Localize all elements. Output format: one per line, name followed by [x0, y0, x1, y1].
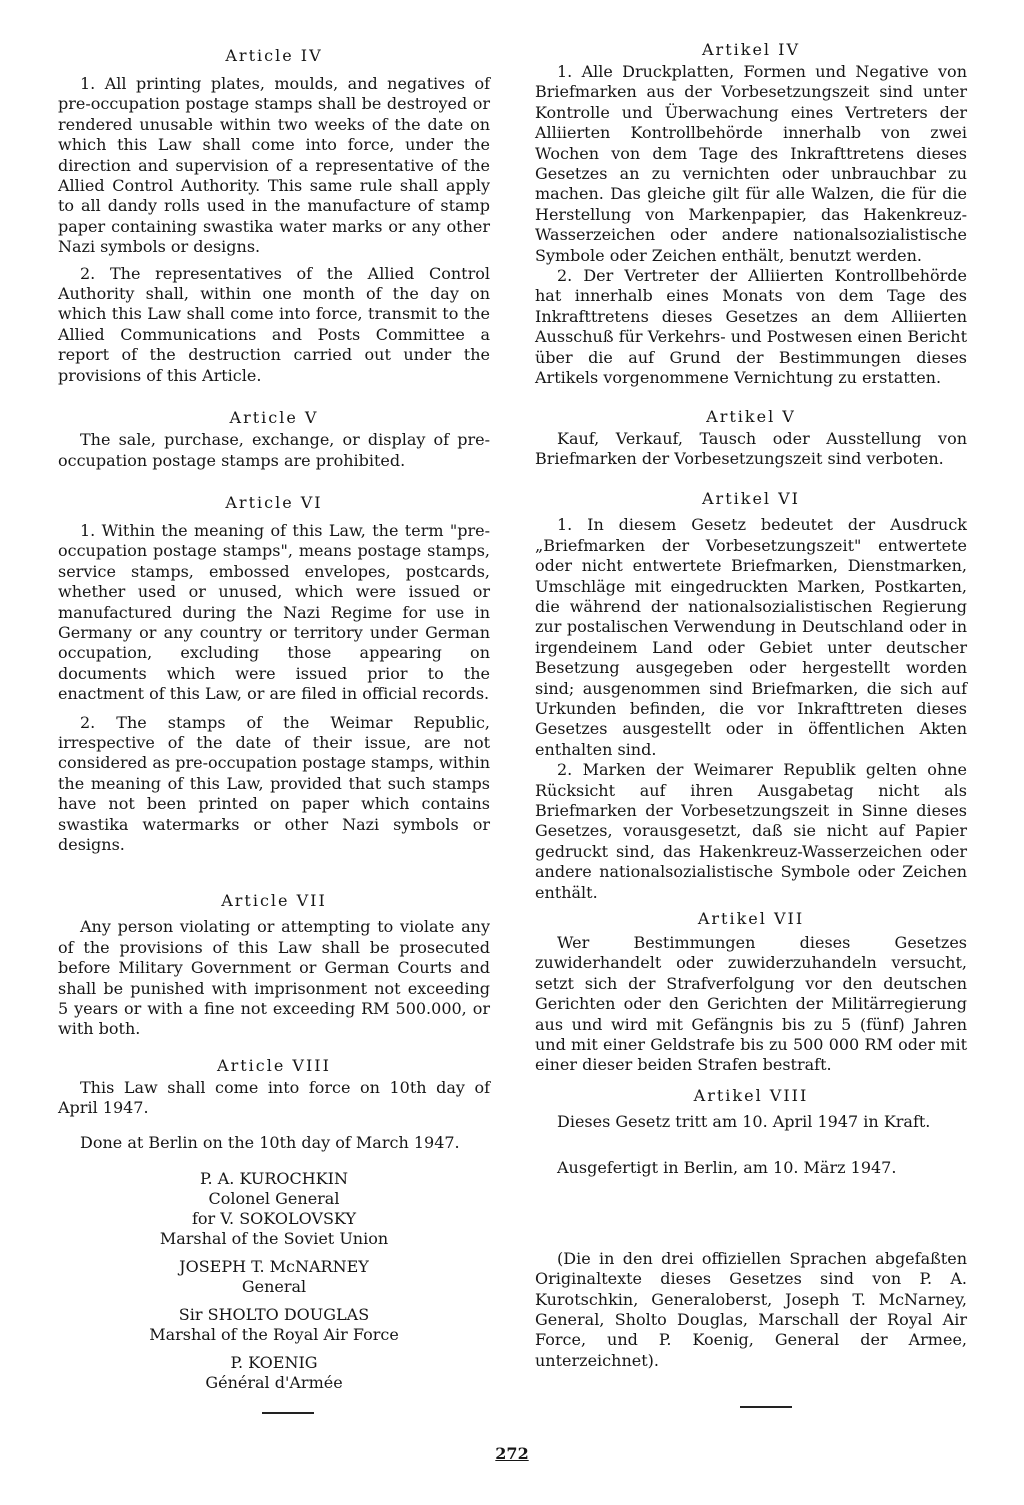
- article-8-heading: Article VIII: [217, 1055, 331, 1075]
- article-6-paragraph-1: 1. Within the meaning of this Law, the term "pre-occupation postage stamps", means postage stamps, service stamps, embossed envelopes, postcards, whether used or unused, which were issued or manufactured during the Nazi Regime for use in Germany or any country or territory under German occupation, excluding those appearing on documents which were issued prior to the enactment of this Law, or are filed in official records.: [58, 520, 490, 704]
- signatory-title: Général d'Armée: [205, 1373, 343, 1393]
- artikel-4-paragraph-1: 1. Alle Druckplatten, Formen und Negative von Briefmarken aus der Vorbesetzungszeit sind unter Kontrolle und Überwachung eines Vertreters der Alliierten Kontrollbehörde innerhalb von zwei Wochen von dem Tage des Inkrafttretens dieses Gesetzes an zu vernichten oder unbrauchbar zu machen. Das gleiche gilt für alle Walzen, die für die Herstellung von Markenpapier, das Hakenkreuz-Wasserzeichen oder andere nationalsozialistische Symbole oder Zeichen enthält, benutzt werden.: [535, 62, 967, 265]
- signatory-title: for V. SOKOLOVSKY: [192, 1209, 356, 1229]
- article-5-heading: Article V: [229, 408, 319, 428]
- signature-block: [58, 1169, 490, 1393]
- artikel-8-paragraph: Dieses Gesetz tritt am 10. April 1947 in Kraft.: [557, 1111, 931, 1131]
- artikel-5-paragraph: Kauf, Verkauf, Tausch oder Ausstellung von Briefmarken der Vorbesetzungszeit sind verboten.: [535, 428, 967, 468]
- article-5-paragraph: The sale, purchase, exchange, or display of pre-occupation postage stamps are prohibited.: [58, 430, 490, 470]
- article-4-paragraph-2: 2. The representatives of the Allied Control Authority shall, within one month of the day on which this Law shall come into force, transmit to the Allied Communications and Posts Committee a report of the destruction carried out under the provisions of this Article.: [58, 263, 490, 385]
- english-column: [58, 0, 490, 1393]
- artikel-5-heading: Artikel V: [706, 406, 796, 426]
- artikel-8-heading: Artikel VIII: [693, 1085, 809, 1105]
- signatory-title: General: [241, 1277, 307, 1297]
- done-at-line: Done at Berlin on the 10th day of March 1947.: [80, 1132, 460, 1152]
- artikel-6-heading: Artikel VI: [702, 489, 800, 509]
- signatory-name: Sir SHOLTO DOUGLAS: [178, 1305, 370, 1325]
- ausgefertigt-line: Ausgefertigt in Berlin, am 10. März 1947.: [557, 1158, 897, 1178]
- article-6-paragraph-2: 2. The stamps of the Weimar Republic, irrespective of the date of their issue, are not considered as pre-occupation postage stamps, within the meaning of this Law, provided that such stamps have not been printed on paper which contains swastika watermarks or other Nazi symbols or designs.: [58, 712, 490, 854]
- artikel-6-paragraph-2: 2. Marken der Weimarer Republik gelten ohne Rücksicht auf ihren Ausgabetag nicht als Briefmarken der Vorbesetzungszeit in Sinne dieses Gesetzes, vorausgesetzt, daß sie nicht auf Papier gedruckt sind, das Hakenkreuz-Wasserzeichen oder andere nationalsozialistische Symbole oder Zeichen enthält.: [535, 760, 967, 902]
- article-4-heading: Article IV: [225, 46, 323, 65]
- article-7-paragraph: Any person violating or attempting to violate any of the provisions of this Law shall be prosecuted before Military Government or German Courts and shall be punished with imprisonment not exceeding 5 years or with a fine not exceeding RM 500.000, or with both.: [58, 917, 490, 1039]
- signatory-name: P. A. KUROCHKIN: [200, 1169, 348, 1189]
- signatories-note: (Die in den drei offiziellen Sprachen abgefaßten Originaltexte dieses Gesetzes sind von P. A. Kurotschkin, Generaloberst, Joseph T. McNarney, General, Sholto Douglas, Marschall der Royal Air Force, und P. Koenig, General der Armee, unterzeichnet).: [535, 1248, 967, 1370]
- article-7-heading: Article VII: [221, 891, 327, 911]
- artikel-4-heading: Artikel IV: [702, 40, 800, 59]
- signatory-title: Colonel General: [208, 1189, 340, 1209]
- signatory-title: Marshal of the Royal Air Force: [149, 1325, 399, 1345]
- signatory-name: JOSEPH T. McNARNEY: [179, 1257, 369, 1277]
- artikel-7-paragraph: Wer Bestimmungen dieses Gesetzes zuwiderhandelt oder zuwiderzuhandeln versucht, setzt sich der Strafverfolgung vor den deutschen Gerichten oder den Gerichten der Militärregierung aus und wird mit Gefängnis bis zu 5 (fünf) Jahren und mit einer Geldstrafe bis zu 500 000 RM oder mit einer dieser beiden Strafen bestraft.: [535, 933, 967, 1075]
- left-column-end-rule: [262, 1412, 314, 1414]
- signatory-title: Marshal of the Soviet Union: [159, 1229, 389, 1249]
- right-column-end-rule: [740, 1406, 792, 1408]
- page-number: 272: [495, 1444, 529, 1463]
- article-4-paragraph-1: 1. All printing plates, moulds, and negatives of pre-occupation postage stamps shall be destroyed or rendered unusable within two weeks of the date on which this Law shall come into force, under the direction and supervision of a representative of the Allied Control Authority. This same rule shall apply to all dandy rolls used in the manufacture of stamp paper containing swastika water marks or any other Nazi symbols or designs.: [58, 74, 490, 257]
- article-8-paragraph: This Law shall come into force on 10th day of April 1947.: [58, 1077, 490, 1118]
- artikel-6-paragraph-1: 1. In diesem Gesetz bedeutet der Ausdruck „Briefmarken der Vorbesetzungszeit" entwertete oder nicht entwertete Briefmarken, Dienstmarken, Umschläge mit eingedruckten Marken, Postkarten, die während der nationalsozialistischen Regierung zur postalischen Verwendung in Deutschland oder in irgendeinem Land oder Gebiet unter deutscher Besetzung ausgegeben oder hergestellt worden sind; ausgenommen sind Briefmarken, die sich auf Urkunden befinden, die vor Inkrafttreten dieses Gesetzes ausgestellt oder in öffentlichen Akten enthalten sind.: [535, 515, 967, 759]
- artikel-4-paragraph-2: 2. Der Vertreter der Alliierten Kontrollbehörde hat innerhalb eines Monats von dem Tage des Inkrafttretens dieses Gesetzes an dem Alliierten Ausschuß für Verkehrs- und Postwesen einen Bericht über die auf Grund der Bestimmungen dieses Artikels vorgenommene Vernichtung zu erstatten.: [535, 266, 967, 388]
- artikel-7-heading: Artikel VII: [697, 909, 805, 929]
- german-column: [535, 0, 967, 1371]
- signatory-name: P. KOENIG: [230, 1353, 318, 1373]
- article-6-heading: Article VI: [225, 492, 323, 512]
